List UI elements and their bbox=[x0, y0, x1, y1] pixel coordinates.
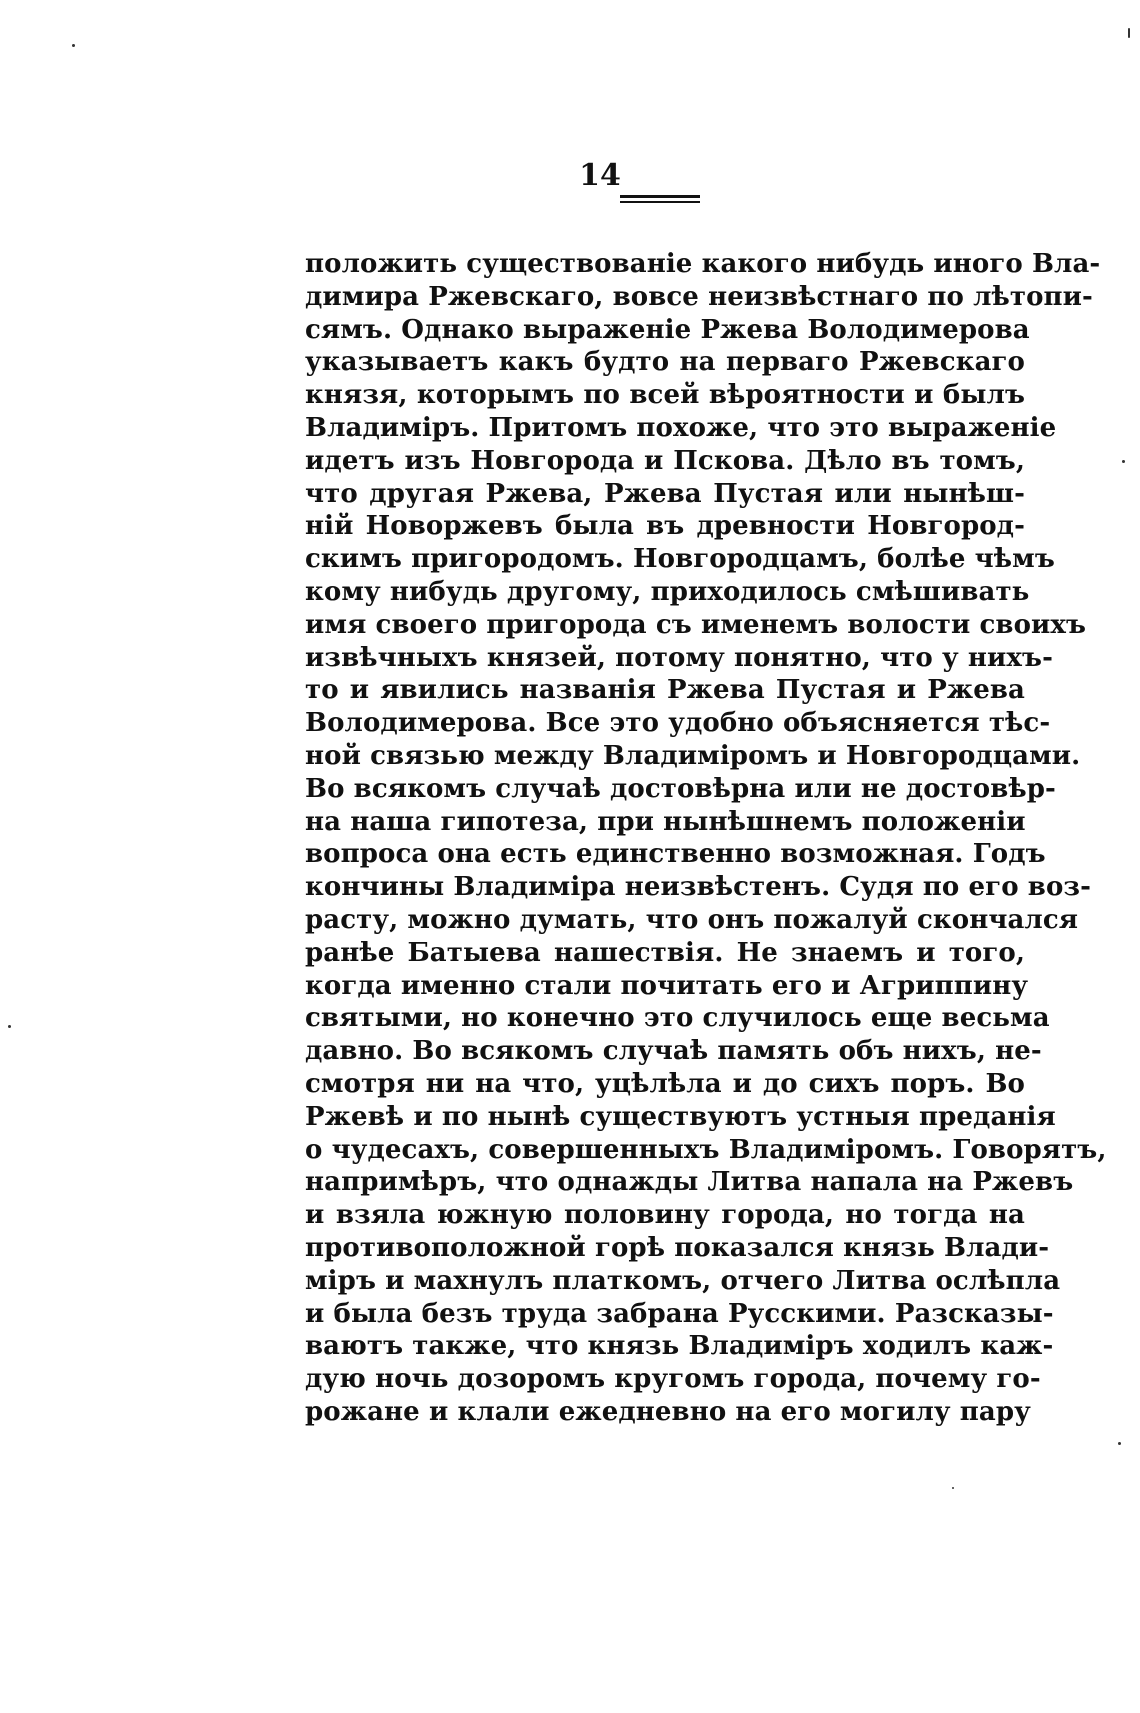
text-line: рожане и клали ежедневно на его могилу пару bbox=[305, 1396, 1031, 1427]
text-line: на наша гипотеза, при нынѣшнемъ положеніи bbox=[305, 806, 1026, 837]
scan-speck bbox=[72, 44, 75, 47]
scan-speck bbox=[1122, 460, 1125, 463]
text-line: ной связью между Владиміромъ и Новгородцами. bbox=[305, 740, 1081, 771]
text-line: кончины Владиміра неизвѣстенъ. Судя по его воз- bbox=[305, 872, 1091, 903]
text-line: что другая Ржева, Ржева Пустая или нынѣш- bbox=[305, 478, 1025, 509]
text-line: кому нибудь другому, приходилось смѣшивать bbox=[305, 576, 1030, 607]
text-line: указываетъ какъ будто на перваго Ржевскаго bbox=[305, 347, 1025, 378]
text-line: имя своего пригорода съ именемъ волости своихъ bbox=[305, 609, 1087, 640]
scan-speck bbox=[1128, 28, 1130, 38]
text-line: напримѣръ, что однажды Литва напала на Ржевъ bbox=[305, 1167, 1074, 1198]
text-line: о чудесахъ, совершенныхъ Владиміромъ. Говорятъ, bbox=[305, 1134, 1107, 1165]
text-line: давно. Во всякомъ случаѣ память объ нихъ, не- bbox=[305, 1036, 1042, 1067]
text-line: вопроса она есть единственно возможная. Годъ bbox=[305, 839, 1046, 870]
scan-speck bbox=[1118, 1442, 1121, 1445]
text-line: Во всякомъ случаѣ достовѣрна или не достовѣр- bbox=[305, 773, 1056, 804]
text-line: ваютъ также, что князь Владиміръ ходилъ каж- bbox=[305, 1331, 1054, 1362]
text-line: Ржевѣ и по нынѣ существуютъ устныя преданія bbox=[305, 1101, 1056, 1132]
text-line: идетъ изъ Новгорода и Пскова. Дѣло въ томъ, bbox=[305, 445, 1025, 476]
text-line: димира Ржевскаго, вовсе неизвѣстнаго по лѣтопи- bbox=[305, 281, 1093, 312]
page-number: 14 bbox=[579, 158, 621, 193]
body-text bbox=[305, 248, 1107, 1429]
text-line: и взяла южную половину города, но тогда на bbox=[305, 1200, 1025, 1231]
text-line: Владиміръ. Притомъ похоже, что это выраженіе bbox=[305, 412, 1057, 443]
text-line: святыми, но конечно это случилось еще весьма bbox=[305, 1003, 1050, 1034]
text-line: смотря ни на что, уцѣлѣла и до сихъ поръ. Во bbox=[305, 1068, 1025, 1099]
text-line: извѣчныхъ князей, потому понятно, что у нихъ- bbox=[305, 642, 1053, 673]
text-line: когда именно стали почитать его и Агриппину bbox=[305, 970, 1029, 1001]
text-line: противоположной горѣ показался князь Влади- bbox=[305, 1232, 1050, 1263]
text-line: сямъ. Однако выраженіе Ржева Володимерова bbox=[305, 314, 1030, 345]
text-line: міръ и махнулъ платкомъ, отчего Литва ослѣпла bbox=[305, 1265, 1061, 1296]
scan-speck bbox=[952, 1487, 954, 1489]
page-number-rule bbox=[620, 195, 700, 198]
text-line: положить существованіе какого нибудь иного Вла- bbox=[305, 249, 1101, 279]
page-number-rule-lower bbox=[620, 201, 700, 203]
text-line: и была безъ труда забрана Русскими. Разсказы- bbox=[305, 1298, 1054, 1329]
text-line: Володимерова. Все это удобно объясняется тѣс- bbox=[305, 708, 1051, 739]
text-line: ній Новоржевъ была въ древности Новгород- bbox=[305, 511, 1025, 542]
text-line: то и явились названія Ржева Пустая и Ржева bbox=[305, 675, 1025, 706]
text-line: ранѣе Батыева нашествія. Не знаемъ и того, bbox=[305, 937, 1025, 968]
text-line: дую ночь дозоромъ кругомъ города, почему го- bbox=[305, 1364, 1041, 1395]
text-line: скимъ пригородомъ. Новгородцамъ, болѣе чѣмъ bbox=[305, 544, 1055, 575]
text-line: князя, которымъ по всей вѣроятности и былъ bbox=[305, 380, 1025, 411]
scan-speck bbox=[8, 1025, 11, 1028]
text-line: расту, можно думать, что онъ пожалуй скончался bbox=[305, 904, 1079, 935]
